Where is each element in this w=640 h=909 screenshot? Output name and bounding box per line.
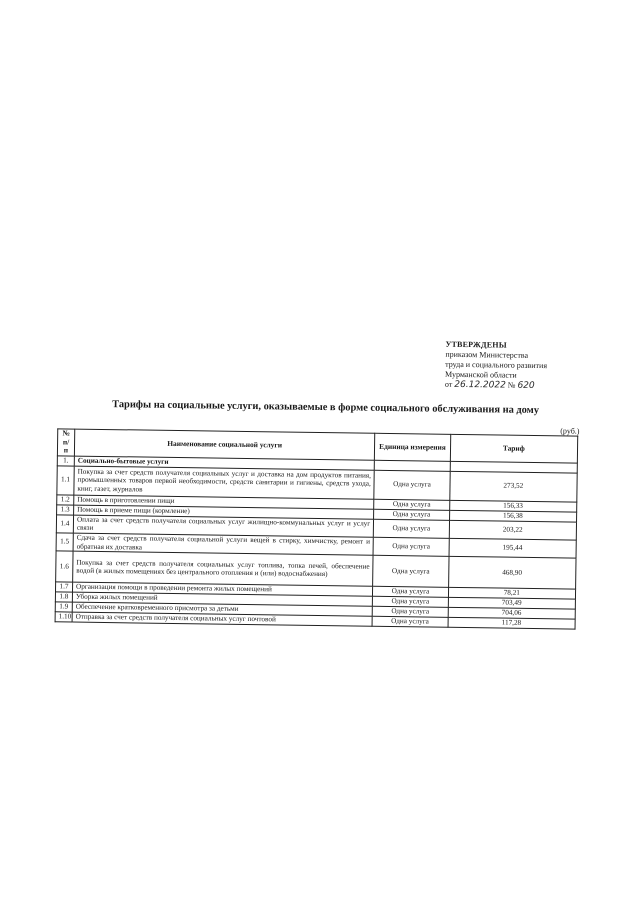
header-tariff: Тариф	[450, 434, 578, 463]
row-unit: Одна услуга	[373, 586, 448, 597]
row-number: 1.7	[55, 582, 72, 592]
row-number: 1.9	[55, 602, 72, 612]
row-name: Покупка за счет средств получателя социальных услуг топлива, топка печей, обеспечение водой (в жилых помещениях без центрального отопления и (или) водоснабжения)	[73, 551, 374, 586]
row-name: Оплата за счет средств получателя социальных услуг жилищно-коммунальных услуг и услуг связи	[73, 515, 374, 537]
row-unit: Одна услуга	[374, 499, 449, 510]
row-tariff: 195,44	[449, 538, 577, 558]
handwritten-date: 26.12.2022	[454, 379, 506, 391]
row-unit: Одна услуга	[372, 606, 447, 617]
row-tariff: 703,49	[448, 597, 576, 609]
row-name: Покупка за счет средств получателя социальных услуг и доставка на дом продуктов питания, промышленных товаров первой необходимости, средств санитарии и гигиены, средств ухода, книг, газет, журналов	[74, 466, 375, 499]
row-tariff: 273,52	[449, 471, 577, 502]
row-tariff: 156,33	[449, 500, 577, 512]
row-name: Сдача за счет средств получателя социальной услуги вещей в стирку, химчистку, ремонт и обратная их доставка	[73, 533, 374, 555]
approval-line-1: приказом Министерства	[445, 349, 529, 360]
row-name: Уборка жилых помещений	[72, 592, 372, 606]
row-unit: Одна услуга	[374, 470, 450, 500]
row-tariff: 117,28	[448, 617, 576, 629]
row-name: Помощь в приеме пищи (кормление)	[74, 505, 374, 519]
row-unit: Одна услуга	[373, 555, 449, 587]
approval-date-line	[445, 380, 615, 392]
header-name: Наименование социальной услуги	[74, 429, 375, 460]
approval-stamp	[445, 340, 616, 392]
row-name: Обеспечение кратковременного присмотра за детьми	[72, 602, 372, 616]
row-name: Отправка за счет средств получателя социальных услуг почтовой	[72, 612, 372, 626]
header-unit: Единица измерения	[375, 433, 451, 461]
row-unit: Одна услуга	[373, 596, 448, 607]
row-tariff: 468,90	[448, 556, 576, 589]
row-number: 1.8	[55, 592, 72, 602]
approval-line-2: труда и социального развития	[445, 359, 548, 371]
row-unit: Одна услуга	[372, 616, 447, 627]
row-tariff: 203,22	[449, 520, 577, 540]
number-prefix: №	[507, 380, 516, 390]
row-tariff: 156,38	[449, 510, 577, 522]
header-number: № п/п	[57, 429, 74, 456]
row-number: 1.3	[57, 505, 74, 515]
document-title: Тарифы на социальные услуги, оказываемые в форме социального обслуживания на дому	[112, 399, 540, 417]
date-prefix: от	[444, 379, 453, 389]
row-number: 1.	[57, 456, 74, 466]
row-unit: Одна услуга	[373, 537, 449, 556]
row-number: 1.1	[57, 466, 74, 495]
row-unit: Одна услуга	[374, 509, 449, 520]
row-name: Организация помощи в проведении ремонта жилых помещений	[72, 582, 372, 596]
row-number: 1.10	[55, 612, 72, 622]
row-tariff: 704,06	[448, 607, 576, 619]
row-tariff: 78,21	[448, 587, 576, 599]
currency-note: (руб.)	[560, 426, 580, 436]
row-number: 1.2	[57, 495, 74, 505]
row-number: 1.4	[56, 515, 73, 533]
row-number: 1.6	[56, 551, 73, 582]
row-unit: Одна услуга	[374, 519, 450, 538]
tariffs-table	[55, 428, 579, 629]
row-name: Социально-бытовые услуги	[74, 456, 374, 470]
approval-line-3: Мурманской области	[445, 369, 517, 380]
row-name: Помощь в приготовлении пищи	[74, 495, 374, 509]
row-number: 1.5	[56, 533, 73, 551]
approval-heading: УТВЕРЖДЕНЫ	[445, 339, 507, 350]
handwritten-number: 620	[517, 380, 535, 391]
